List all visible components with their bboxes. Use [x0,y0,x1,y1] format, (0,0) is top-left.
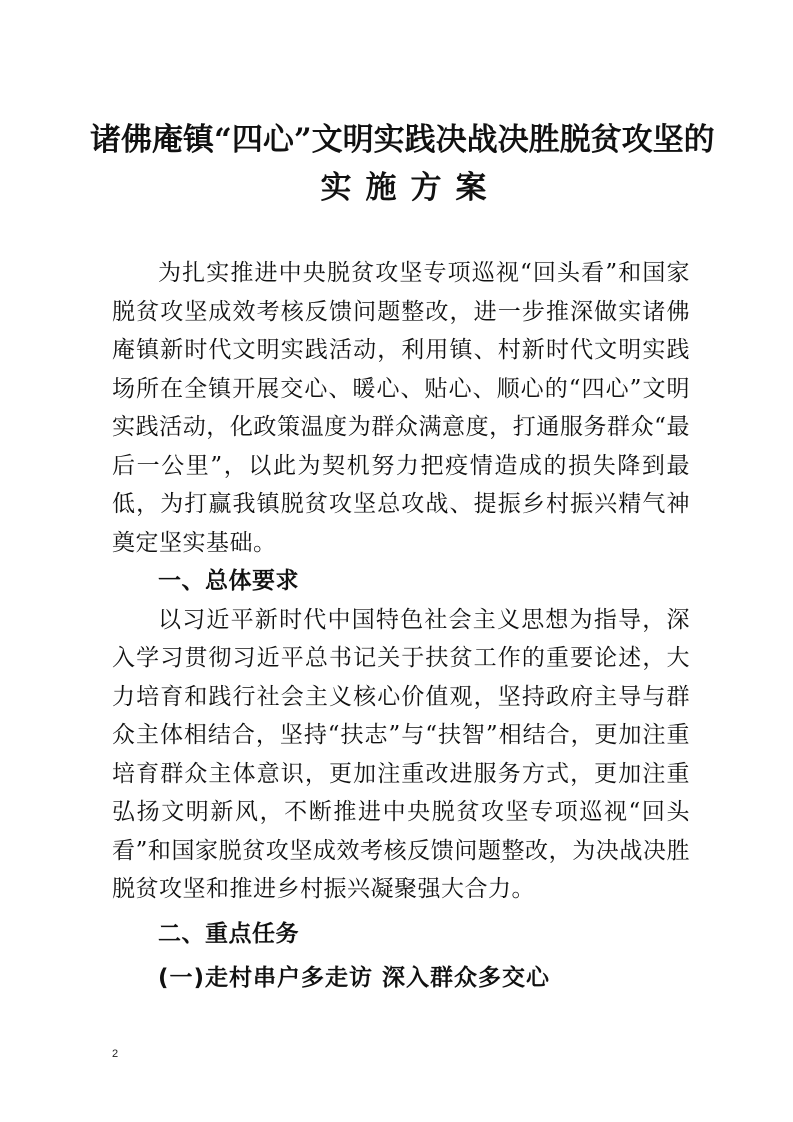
intro-paragraph: 为扎实推进中央脱贫攻坚专项巡视“回头看”和国家脱贫攻坚成效考核反馈问题整改，进一步推深做实诸佛庵镇新时代文明实践活动，利用镇、村新时代文明实践场所在全镇开展交心、暖心、贴心、顺心的“四心”文明实践活动，化政策温度为群众满意度，打通服务群众“最后一公里”，以此为契机努力把疫情造成的损失降到最低，为打赢我镇脱贫攻坚总攻战、提振乡村振兴精气神奠定坚实基础。 [112,260,690,556]
section-2-heading: 二、重点任务 [158,920,299,947]
document-title-line-2: 实施方案 [320,170,501,206]
document-body [112,254,690,998]
section-1-heading: 一、总体要求 [158,568,299,594]
section-2-subheading-1: (一)走村串户多走访 深入群众多交心 [158,965,551,991]
page-number: 2 [112,1048,119,1060]
section-1-paragraph: 以习近平新时代中国特色社会主义思想为指导，深入学习贯彻习近平总书记关于扶贫工作的重要论述，大力培育和践行社会主义核心价值观，坚持政府主导与群众主体相结合，坚持“扶志”与“扶智”相结合，更加注重培育群众主体意识，更加注重改进服务方式，更加注重弘扬文明新风，不断推进中央脱贫攻坚专项巡视“回头看”和国家脱贫攻坚成效考核反馈问题整改，为决战决胜脱贫攻坚和推进乡村振兴凝聚强大合力。 [112,606,690,902]
document-title-line-1: 诸佛庵镇“四心”文明实践决战决胜脱贫攻坚的 [90,122,715,158]
